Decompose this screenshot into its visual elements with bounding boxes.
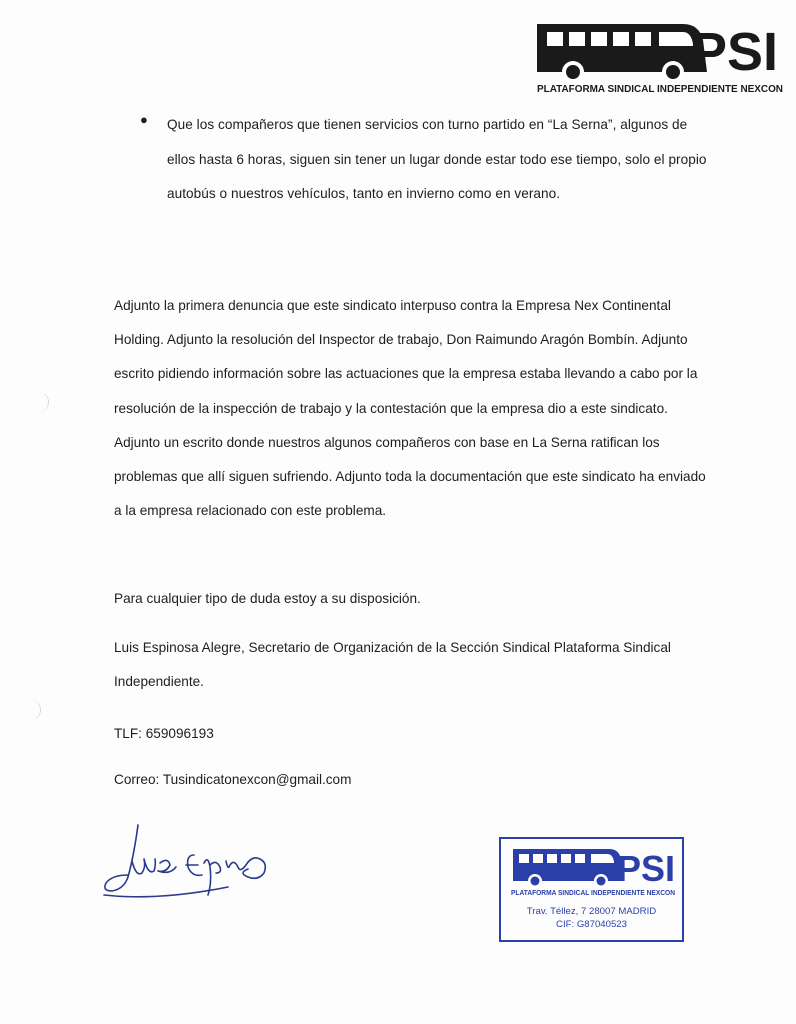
bullet-text: Que los compañeros que tienen servicios con turno partido en “La Serna”, algunos de ellos hasta 6 horas, siguen sin tener un lugar donde estar todo ese tiempo, solo el propio autobús o nuestros vehículos, tanto en invierno como en verano. [167, 117, 707, 201]
svg-text:PSI: PSI [617, 848, 676, 889]
svg-text:PSI: PSI [691, 22, 779, 82]
bullet-list-item [140, 108, 710, 212]
scan-artifact [30, 700, 41, 720]
union-stamp [499, 837, 684, 942]
svg-text:PLATAFORMA SINDICAL INDEPENDIE: PLATAFORMA SINDICAL INDEPENDIENTE NEXCON [537, 83, 783, 95]
stamp-bus-logo-icon [509, 843, 677, 899]
stamp-cif: CIF: G87040523 [556, 919, 627, 930]
stamp-address: Trav. Téllez, 7 28007 MADRID [526, 906, 657, 917]
availability-line: Para cualquier tipo de duda estoy a su disposición. [114, 591, 421, 606]
phone-line: TLF: 659096193 [114, 726, 214, 741]
bus-logo-icon [533, 14, 787, 98]
email-line: Correo: Tusindicatonexcon@gmail.com [114, 772, 352, 787]
handwritten-signature [98, 815, 283, 903]
signer-line: Luis Espinosa Alegre, Secretario de Organización de la Sección Sindical Plataforma Sindical Independiente. [114, 640, 671, 690]
psi-header-logo [533, 14, 787, 98]
bullet-icon: ● [140, 112, 148, 127]
attachments-paragraph: Adjunto la primera denuncia que este sindicato interpuso contra la Empresa Nex Continental Holding. Adjunto la resolución del Inspector de trabajo, Don Raimundo Aragón Bombín. Adjunto escrito pidiendo información sobre las actuaciones que la empresa estaba llevando a cabo por la resolución de la inspección de trabajo y la contestación que la empresa dio a este sindicato. Adjunto un escrito donde nuestros algunos compañeros con base en La Serna ratifican los problemas que allí siguen sufriendo. Adjunto toda la documentación que este sindicato ha enviado a la empresa relacionado con este problema. [114, 298, 706, 519]
svg-text:PLATAFORMA SINDICAL INDEPENDIE: PLATAFORMA SINDICAL INDEPENDIENTE NEXCON [511, 888, 675, 897]
scan-artifact [38, 392, 49, 412]
